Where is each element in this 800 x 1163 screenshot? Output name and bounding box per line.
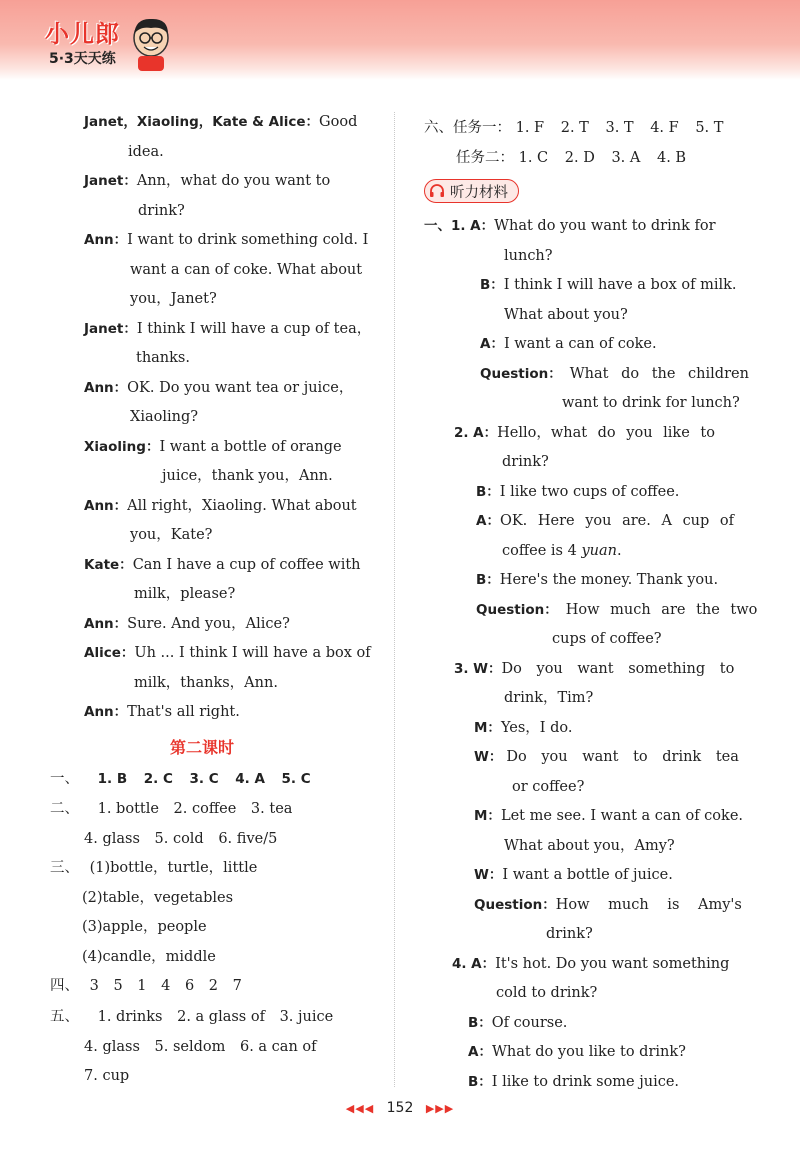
dialogue-line — [452, 954, 729, 974]
listening-label-text: 听力材料 — [450, 184, 508, 201]
answer-item: 6. a can of — [239, 1039, 317, 1055]
dialogue-line: want to drink for lunch? — [562, 395, 740, 411]
speaker-label: A： — [468, 1044, 492, 1060]
answer-row — [50, 1007, 333, 1027]
header-banner — [0, 0, 800, 80]
dialogue-line: What about you? — [504, 307, 628, 323]
question-number: 2. — [454, 425, 469, 441]
answer-item: 2. D — [564, 150, 595, 166]
dialogue-line: drink，Tim? — [504, 690, 594, 706]
dialogue-text: Uh ... I think I will have a box of — [134, 645, 371, 661]
dialogue-line — [84, 702, 240, 722]
dialogue-line — [454, 659, 734, 679]
dialogue-line — [84, 614, 290, 634]
dialogue-line — [84, 171, 380, 191]
page-footer — [0, 1100, 800, 1116]
answer-number: 三、 — [50, 860, 79, 876]
answer-number: 五、 — [50, 1009, 79, 1025]
dialogue-line — [476, 570, 718, 590]
right-arrows-icon: ▶▶▶ — [425, 1102, 455, 1115]
question-number: 4. — [452, 956, 467, 972]
dialogue-line: want a can of coke. What about — [130, 262, 363, 278]
dialogue-line — [474, 806, 743, 826]
speaker-label: Janet： — [84, 173, 137, 189]
brand-subtitle: 5·3天天练 — [49, 51, 116, 67]
dialogue-line — [84, 496, 357, 516]
dialogue-text: Do you want something to — [501, 661, 735, 677]
answer-item: 6. five/5 — [218, 831, 278, 847]
dialogue-text: All right，Xiaoling. What about — [127, 498, 357, 514]
answer-item: 4. B — [656, 150, 687, 166]
speaker-label: A： — [476, 513, 500, 529]
dialogue-text: Sure. And you，Alice? — [127, 616, 290, 632]
speaker-label: B： — [476, 484, 500, 500]
answer-item: 2. T — [560, 120, 589, 136]
dialogue-line — [84, 643, 371, 663]
mascot-icon — [126, 16, 176, 72]
column-divider — [394, 112, 395, 1087]
dialogue-line: drink? — [502, 454, 549, 470]
speaker-label: Ann： — [84, 704, 128, 720]
answer-item: 3. tea — [250, 801, 293, 817]
dialogue-line — [480, 364, 749, 384]
dialogue-line — [84, 230, 368, 250]
dialogue-text: What do you want to drink for — [494, 218, 716, 234]
answer-item: 2. a glass of — [177, 1009, 265, 1025]
answer-item: 1. drinks — [97, 1009, 163, 1025]
dialogue-line — [468, 1042, 686, 1062]
speaker-label: Ann： — [84, 380, 128, 396]
dialogue-text: Of course. — [491, 1015, 568, 1031]
dialogue-line — [474, 865, 673, 885]
speaker-label: W： — [473, 661, 502, 677]
speaker-label: B： — [468, 1015, 492, 1031]
dialogue-line: you，Janet? — [130, 291, 217, 307]
dialogue-text: What do you like to drink? — [491, 1044, 686, 1060]
dialogue-text: It's hot. Do you want something — [495, 956, 730, 972]
answer-item: 1. B — [97, 771, 128, 787]
dialogue-line — [468, 1072, 679, 1092]
answer-item: 4. A — [235, 771, 265, 787]
dialogue-line — [502, 541, 622, 561]
speaker-label: W： — [474, 749, 503, 765]
dialogue-text: I like two cups of coffee. — [499, 484, 680, 500]
answer-row — [424, 118, 723, 138]
dialogue-line: idea. — [128, 144, 164, 160]
speaker-label: Ann： — [84, 616, 128, 632]
dialogue-line — [476, 511, 734, 531]
dialogue-text: I want a bottle of juice. — [502, 867, 673, 883]
dialogue-text: OK. Here you are. A cup of — [499, 513, 735, 529]
dialogue-text: OK. Do you want tea or juice， — [127, 380, 354, 396]
speaker-label: Alice： — [84, 645, 135, 661]
dialogue-text: I think I will have a cup of tea， — [136, 321, 372, 337]
answer-number: 四、 — [50, 978, 79, 994]
speaker-label: B： — [468, 1074, 492, 1090]
dialogue-line — [476, 482, 679, 502]
speaker-label: W： — [474, 867, 503, 883]
answer-row: 7. cup — [84, 1068, 130, 1084]
question-label: Question： — [476, 602, 558, 618]
answer-item: 1. F — [515, 120, 545, 136]
headphone-icon — [429, 183, 445, 199]
dialogue-line — [480, 334, 657, 354]
answer-row: (3)apple，people — [82, 919, 207, 935]
answer-item: 3. T — [605, 120, 634, 136]
dialogue-line: juice，thank you，Ann. — [162, 468, 333, 484]
answer-item: 1. bottle — [97, 801, 159, 817]
dialogue-line: drink? — [546, 926, 593, 942]
answer-item: 3. A — [611, 150, 641, 166]
punctuation: . — [616, 543, 622, 559]
dialogue-text: What do the children — [569, 366, 749, 382]
page-number: 152 — [386, 1100, 414, 1116]
speaker-label: A： — [470, 218, 495, 234]
dialogue-text: Hello，what do you like to — [497, 425, 715, 441]
dialogue-text: Let me see. I want a can of coke. — [500, 808, 744, 824]
speaker-label: B： — [476, 572, 500, 588]
question-number: 3. — [454, 661, 469, 677]
speaker-label: A： — [471, 956, 496, 972]
speaker-label: Janet，Xiaoling，Kate & Alice： — [84, 114, 320, 130]
answer-item: 2. coffee — [173, 801, 237, 817]
dialogue-line — [474, 747, 739, 767]
answer-item: 1. C — [518, 150, 549, 166]
answer-row — [50, 976, 242, 996]
speaker-label: Ann： — [84, 232, 128, 248]
answer-number: 二、 — [50, 801, 79, 817]
question-label: Question： — [480, 366, 562, 382]
answer-row — [50, 799, 292, 819]
dialogue-line: What about you，Amy? — [504, 838, 675, 854]
currency-unit: yuan — [581, 543, 617, 559]
answer-row — [84, 829, 277, 849]
dialogue-line — [474, 718, 572, 738]
brand-name: 小儿郎 — [45, 20, 120, 48]
dialogue-line: drink? — [138, 203, 185, 219]
dialogue-line — [84, 378, 353, 398]
dialogue-line — [84, 555, 361, 575]
dialogue-line — [468, 1013, 567, 1033]
answer-item: 3. C — [189, 771, 219, 787]
dialogue-line — [474, 895, 742, 915]
dialogue-text: Here's the money. Thank you. — [499, 572, 719, 588]
speaker-label: M： — [474, 720, 501, 736]
left-arrows-icon: ◀◀◀ — [345, 1102, 375, 1115]
dialogue-line: or coffee? — [512, 779, 585, 795]
dialogue-text: How much are the two — [565, 602, 758, 618]
question-label: Question： — [474, 897, 556, 913]
speaker-label: Janet： — [84, 321, 137, 337]
dialogue-text: I want a bottle of orange — [159, 439, 342, 455]
dialogue-text: Can I have a cup of coffee with — [132, 557, 361, 573]
answer-number: 六、任务一： — [424, 120, 511, 136]
answer-item: 5. seldom — [154, 1039, 226, 1055]
dialogue-line — [84, 319, 371, 339]
listening-section-label — [424, 179, 519, 203]
answer-item: 5. T — [695, 120, 724, 136]
dialogue-line — [84, 437, 342, 457]
answer-item: (1)bottle，turtle，little — [89, 860, 258, 876]
dialogue-line: you，Kate? — [130, 527, 213, 543]
answer-item: 5. C — [281, 771, 311, 787]
dialogue-line — [480, 275, 736, 295]
dialogue-text: I think I will have a box of milk. — [503, 277, 737, 293]
dialogue-line: thanks. — [136, 350, 190, 366]
speaker-label: Xiaoling： — [84, 439, 160, 455]
speaker-label: Ann： — [84, 498, 128, 514]
lesson-title: 第二课时 — [170, 738, 235, 757]
dialogue-line: lunch? — [504, 248, 553, 264]
answer-item: 4. F — [650, 120, 679, 136]
answer-row: (2)table，vegetables — [82, 890, 234, 906]
speaker-label: A： — [473, 425, 498, 441]
dialogue-text: Ann，what do you want to — [136, 173, 331, 189]
dialogue-text: Yes，I do. — [500, 720, 573, 736]
speaker-label: A： — [480, 336, 504, 352]
dialogue-text: I like to drink some juice. — [491, 1074, 680, 1090]
speaker-label: B： — [480, 277, 504, 293]
dialogue-line — [454, 423, 715, 443]
dialogue-line: Xiaoling? — [130, 409, 199, 425]
dialogue-text: Do you want to drink tea — [506, 749, 739, 765]
dialogue-text: I want a can of coke. — [503, 336, 657, 352]
dialogue-line — [424, 216, 716, 236]
dialogue-line: milk，please? — [134, 586, 236, 602]
dialogue-text: That's all right. — [127, 704, 240, 720]
dialogue-line: cold to drink? — [496, 985, 598, 1001]
answer-item: 3. juice — [279, 1009, 334, 1025]
dialogue-line: cups of coffee? — [552, 631, 662, 647]
answer-item: 4. glass — [84, 831, 140, 847]
answer-item: 2. C — [143, 771, 173, 787]
answer-item: 4. glass — [84, 1039, 140, 1055]
dialogue-line — [84, 112, 380, 132]
answer-row — [84, 1037, 317, 1057]
answer-number: 一、 — [50, 771, 79, 787]
answer-row: (4)candle，middle — [82, 949, 216, 965]
answer-row — [50, 769, 311, 789]
answer-row — [456, 148, 686, 168]
speaker-label: Kate： — [84, 557, 133, 573]
dialogue-text: coffee is 4 — [502, 543, 577, 559]
dialogue-text: How much is Amy's — [555, 897, 742, 913]
dialogue-line — [476, 600, 757, 620]
question-number: 一、1. — [424, 218, 466, 234]
answer-row — [50, 858, 257, 878]
dialogue-text: Good — [319, 114, 358, 130]
dialogue-line: milk，thanks，Ann. — [134, 675, 278, 691]
answer-item: 5. cold — [154, 831, 204, 847]
dialogue-text: I want to drink something cold. I — [127, 232, 369, 248]
answer-number: 任务二： — [456, 150, 514, 166]
answer-item: 3 5 1 4 6 2 7 — [89, 978, 242, 994]
speaker-label: M： — [474, 808, 501, 824]
